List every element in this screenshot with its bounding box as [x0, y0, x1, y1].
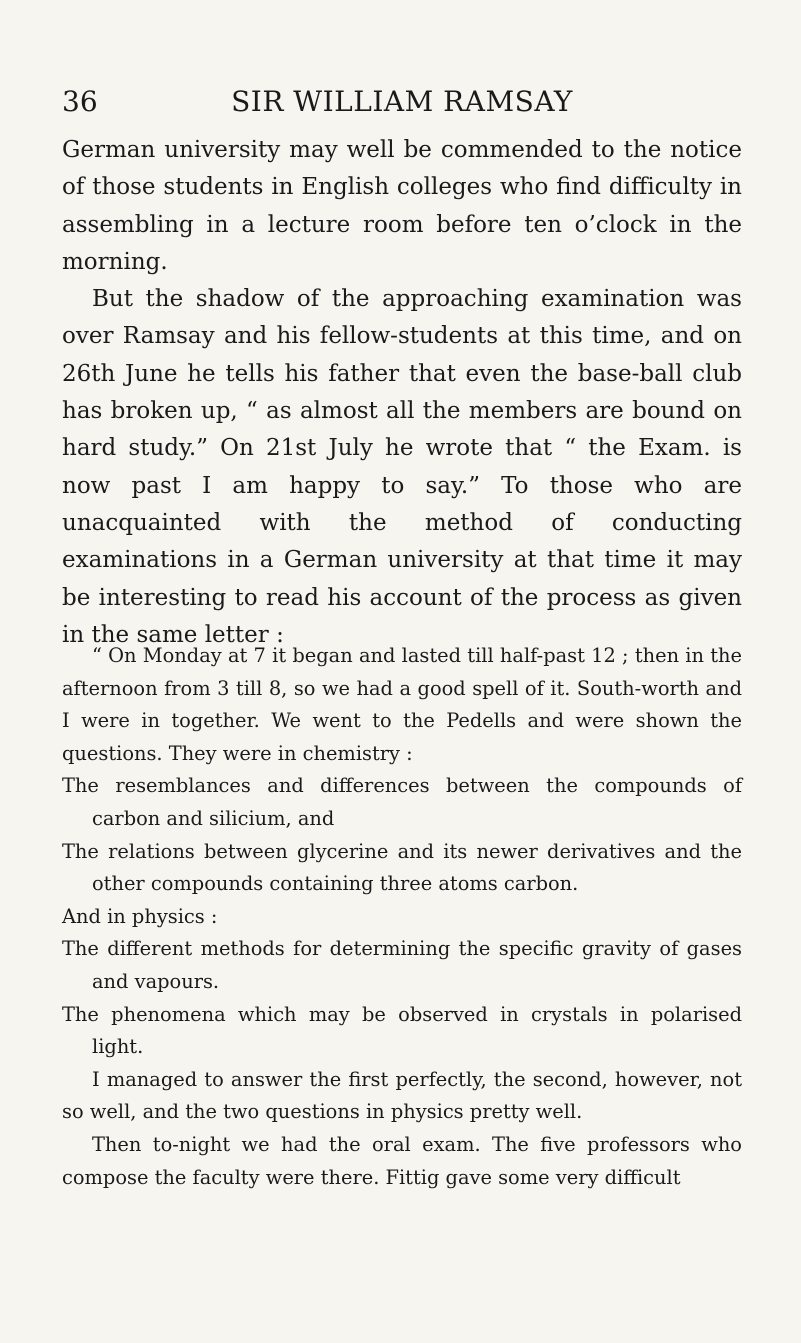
- quote-paragraph: I managed to answer the first perfectly, the second, however, not so well, and the two questions in physics pretty well.: [62, 1067, 742, 1124]
- running-title: SIR WILLIAM RAMSAY: [231, 85, 573, 118]
- question-item: The relations between glycerine and its newer derivatives and the other compounds containing three atoms carbon.: [62, 839, 742, 896]
- quote-paragraph: And in physics :: [62, 904, 218, 928]
- main-text: [62, 132, 742, 654]
- quote-paragraph: “ On Monday at 7 it began and lasted till half-past 12 ; then in the afternoon from 3 till 8, so we had a good spell of it. South-worth and I were in together. We went to the Pedells and were shown the questions. They were in chemistry :: [62, 644, 742, 765]
- quote-paragraph: Then to-night we had the oral exam. The five professors who compose the faculty were there. Fittig gave some very difficult: [62, 1132, 742, 1189]
- question-item: The phenomena which may be observed in crystals in polarised light.: [62, 1002, 742, 1059]
- paragraph: But the shadow of the approaching examination was over Ramsay and his fellow-students at this time, and on 26th June he tells his father that even the base-ball club has broken up, “ as almost all the members are bound on hard study.” On 21st July he wrote that “ the Exam. is now past I am happy to say.” To those who are unacquainted with the method of conducting examinations in a German university at that time it may be interesting to read his account of the process as given in the same letter :: [62, 286, 742, 648]
- letter-quote: [62, 640, 742, 1194]
- paragraph: German university may well be commended to the notice of those students in English colleges who find difficulty in assembling in a lecture room before ten o’clock in the morning.: [62, 137, 742, 275]
- page-header: [62, 82, 742, 122]
- page-number: 36: [62, 85, 98, 118]
- question-item: The resemblances and differences between the compounds of carbon and silicium, and: [62, 774, 742, 830]
- question-item: The different methods for determining the specific gravity of gases and vapours.: [62, 937, 742, 993]
